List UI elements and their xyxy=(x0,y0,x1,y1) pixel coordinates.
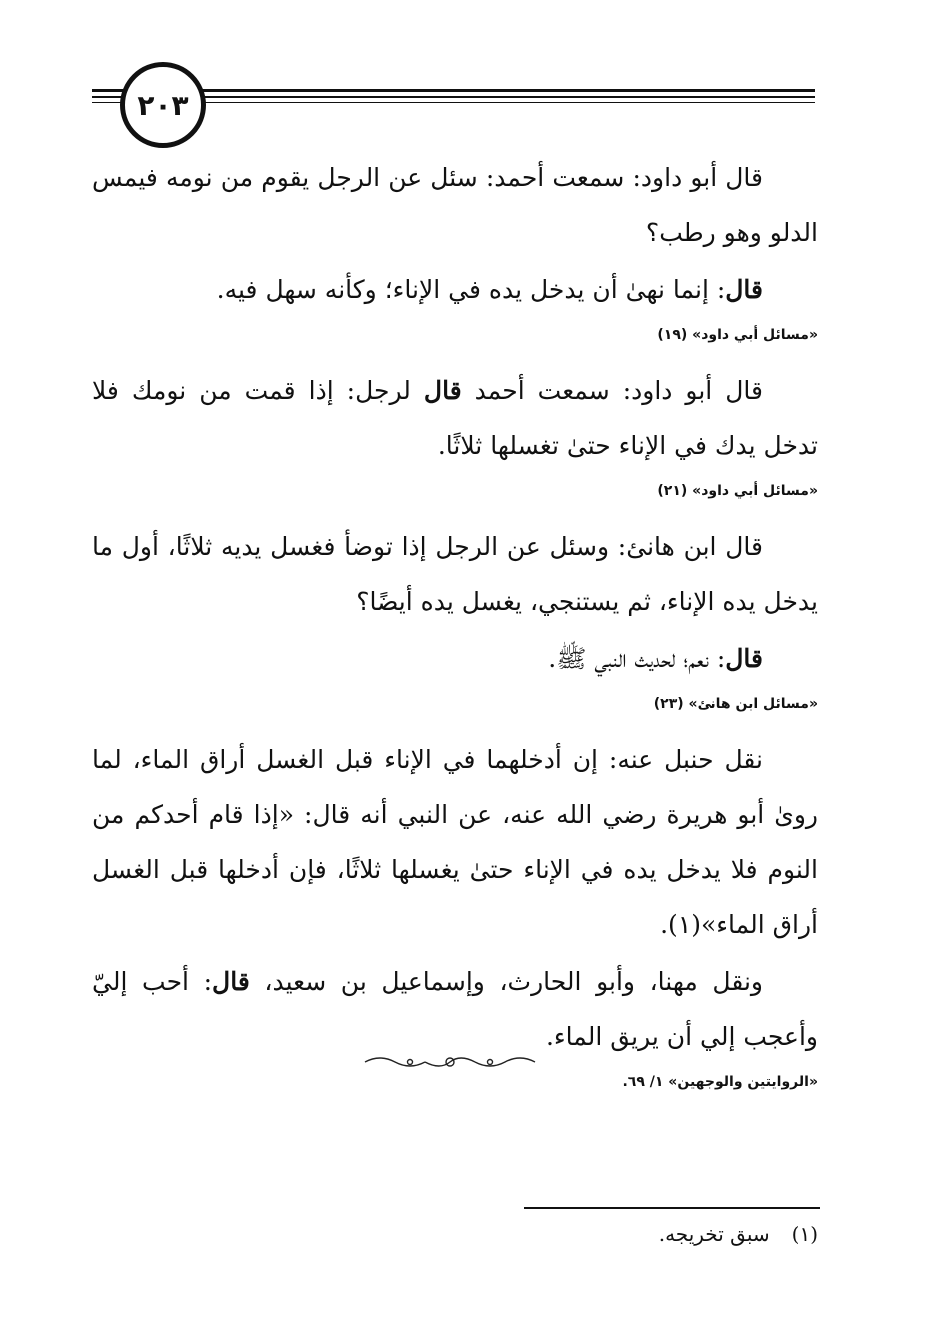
source-citation: «الروايتين والوجهين» ١/ ٦٩. xyxy=(622,1074,818,1090)
paragraph: قال ابن هانئ: وسئل عن الرجل إذا توضأ فغسل يديه ثلاثًا، أول ما يدخل يده الإناء، ثم يستنجي، يغسل يده أيضًا؟ xyxy=(92,532,818,616)
page-body xyxy=(92,150,818,1110)
footnote-separator xyxy=(524,1207,820,1209)
paragraph: ونقل مهنا، وأبو الحارث، وإسماعيل بن سعيد، قال: أحب إليّ وأعجب إلي أن يريق الماء. xyxy=(92,967,818,1051)
footnote-text: سبق تخريجه. xyxy=(658,1222,770,1246)
source-citation: «مسائل ابن هانئ» (٢٣) xyxy=(653,696,818,712)
footnote xyxy=(659,1222,818,1246)
paragraph: قال: إنما نهىٰ أن يدخل يده في الإناء؛ وكأنه سهل فيه. xyxy=(216,275,763,304)
paragraph: قال أبو داود: سمعت أحمد قال لرجل: إذا قمت من نومك فلا تدخل يدك في الإناء حتىٰ تغسلها ثلاثًا. xyxy=(92,376,818,460)
paragraph: قال أبو داود: سمعت أحمد: سئل عن الرجل يقوم من نومه فيمس الدلو وهو رطب؟ xyxy=(92,163,818,247)
paragraph: نقل حنبل عنه: إن أدخلهما في الإناء قبل الغسل أراق الماء، لما روىٰ أبو هريرة رضي الله عنه، عن النبي أنه قال: «إذا قام أحدكم من النوم فلا يدخل يده في الإناء حتىٰ يغسلها ثلاثًا، فإن أدخلها قبل الغسل أراق الماء»(١). xyxy=(92,745,818,939)
source-citation: «مسائل أبي داود» (١٩) xyxy=(657,327,818,343)
source-citation: «مسائل أبي داود» (٢١) xyxy=(657,483,818,499)
ornament-divider xyxy=(360,1052,540,1072)
footnote-marker: (١) xyxy=(791,1222,818,1246)
paragraph: قال: نعم؛ لحديث النبي ﷺ. xyxy=(548,644,763,673)
page-number: ٢٠٣ xyxy=(120,62,206,148)
